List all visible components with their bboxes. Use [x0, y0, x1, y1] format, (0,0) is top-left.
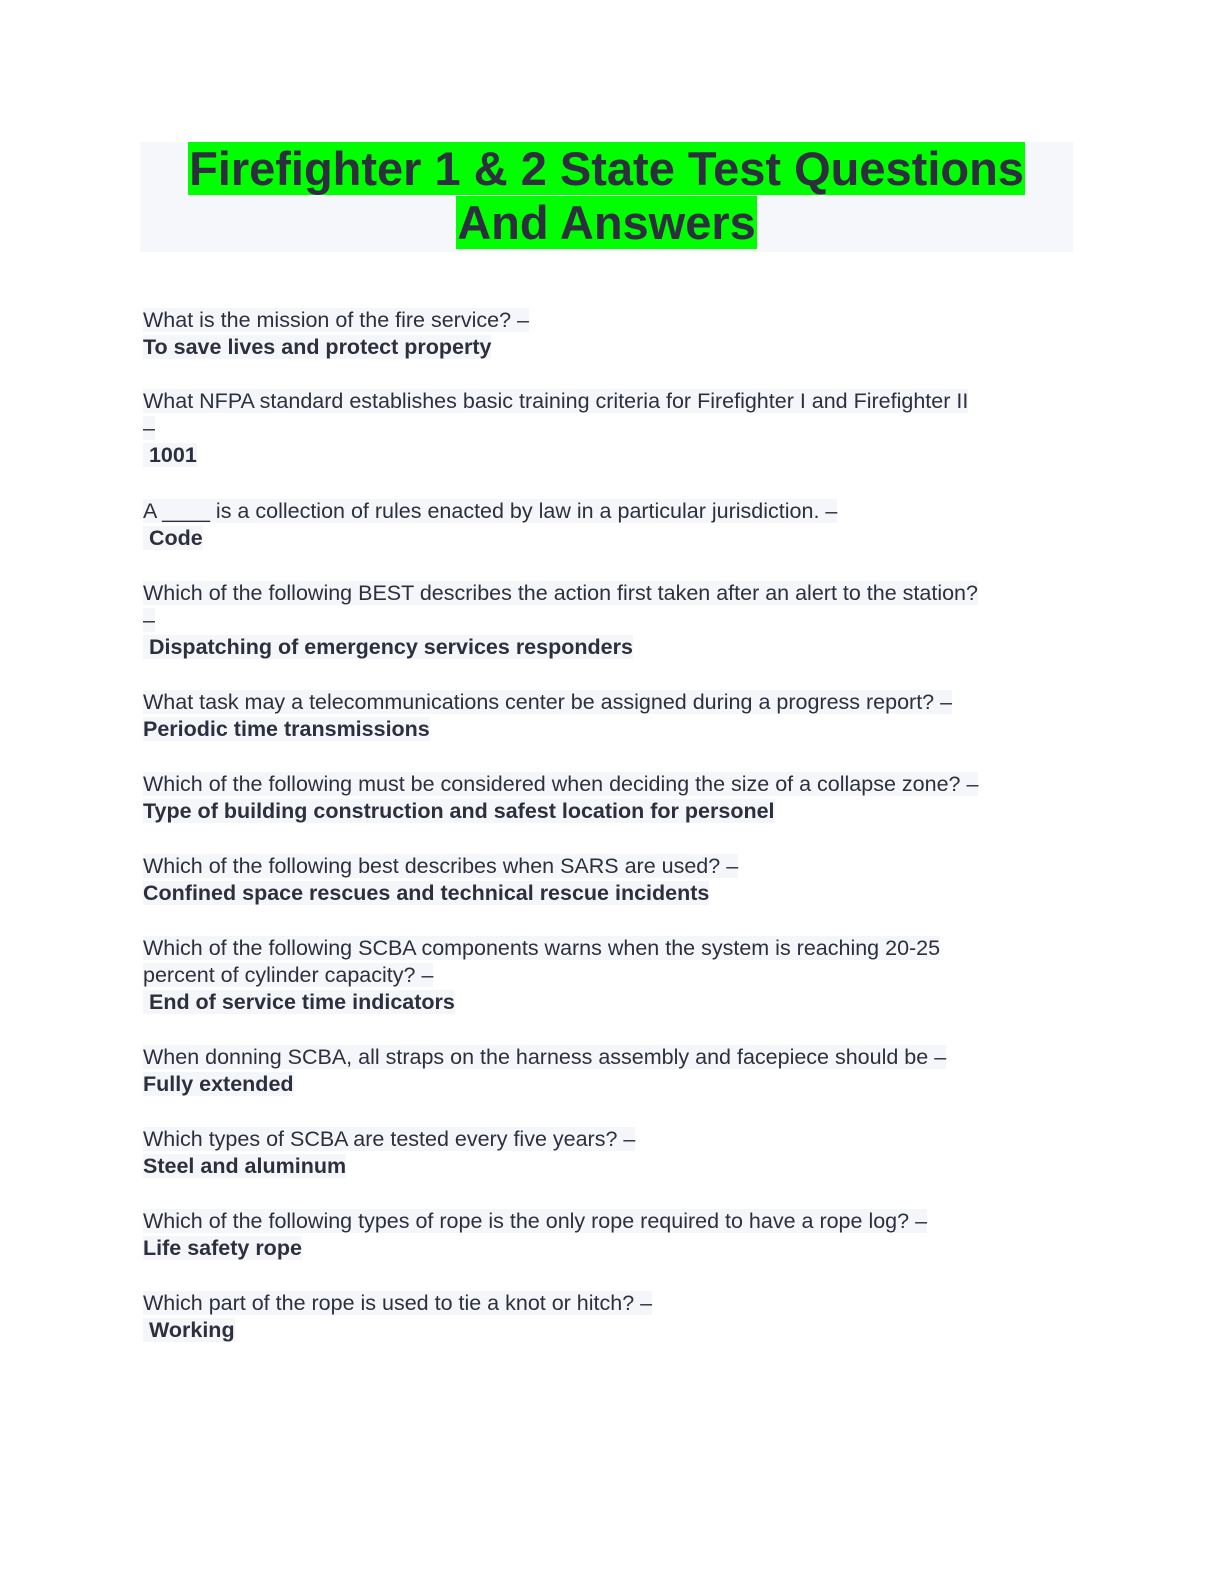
answer-text: Type of building construction and safest location for personel	[143, 799, 775, 823]
answer-text: Confined space rescues and technical rescue incidents	[143, 881, 710, 905]
qa-item	[143, 853, 1083, 907]
answer-text: Dispatching of emergency services responders	[143, 635, 633, 659]
answer-text: Working	[143, 1318, 235, 1342]
qa-item	[143, 689, 1083, 743]
title-line-2: And Answers	[457, 196, 756, 249]
question-text: Which part of the rope is used to tie a knot or hitch? –	[143, 1291, 653, 1315]
qa-item	[143, 1290, 1083, 1344]
answer-text: Periodic time transmissions	[143, 717, 430, 741]
answer-text: To save lives and protect property	[143, 335, 492, 359]
question-text: percent of cylinder capacity? –	[143, 963, 434, 987]
document-title	[140, 142, 1073, 252]
answer-text: Fully extended	[143, 1072, 294, 1096]
qa-item	[143, 935, 1083, 1016]
answer-text: Life safety rope	[143, 1236, 302, 1260]
question-text: A ____ is a collection of rules enacted by law in a particular jurisdiction. –	[143, 499, 838, 523]
answer-text: Code	[143, 526, 203, 550]
qa-item	[143, 771, 1083, 825]
question-text: When donning SCBA, all straps on the harness assembly and facepiece should be –	[143, 1045, 947, 1069]
qa-item	[143, 498, 1083, 552]
qa-item	[143, 580, 1083, 661]
question-text: Which of the following SCBA components warns when the system is reaching 20-25	[143, 936, 941, 960]
qa-item	[143, 1044, 1083, 1098]
answer-text: 1001	[143, 443, 197, 467]
qa-item	[143, 1126, 1083, 1180]
question-text: Which of the following must be considered when deciding the size of a collapse zone? –	[143, 772, 979, 796]
question-text: Which of the following BEST describes the action first taken after an alert to the station?	[143, 581, 978, 605]
answer-text: Steel and aluminum	[143, 1154, 347, 1178]
question-text: Which of the following best describes when SARS are used? –	[143, 854, 739, 878]
answer-text: End of service time indicators	[143, 990, 455, 1014]
question-text: –	[143, 416, 155, 440]
title-line-1: Firefighter 1 & 2 State Test Questions	[189, 142, 1024, 195]
question-text: –	[143, 608, 155, 632]
question-text: What NFPA standard establishes basic training criteria for Firefighter I and Firefighter II	[143, 389, 969, 413]
qa-item	[143, 307, 1083, 361]
question-text: What is the mission of the fire service? –	[143, 308, 529, 332]
question-text: Which of the following types of rope is the only rope required to have a rope log? –	[143, 1209, 928, 1233]
question-text: Which types of SCBA are tested every five years? –	[143, 1127, 636, 1151]
question-text: What task may a telecommunications center be assigned during a progress report? –	[143, 690, 953, 714]
qa-item	[143, 1208, 1083, 1262]
qa-item	[143, 388, 1083, 469]
